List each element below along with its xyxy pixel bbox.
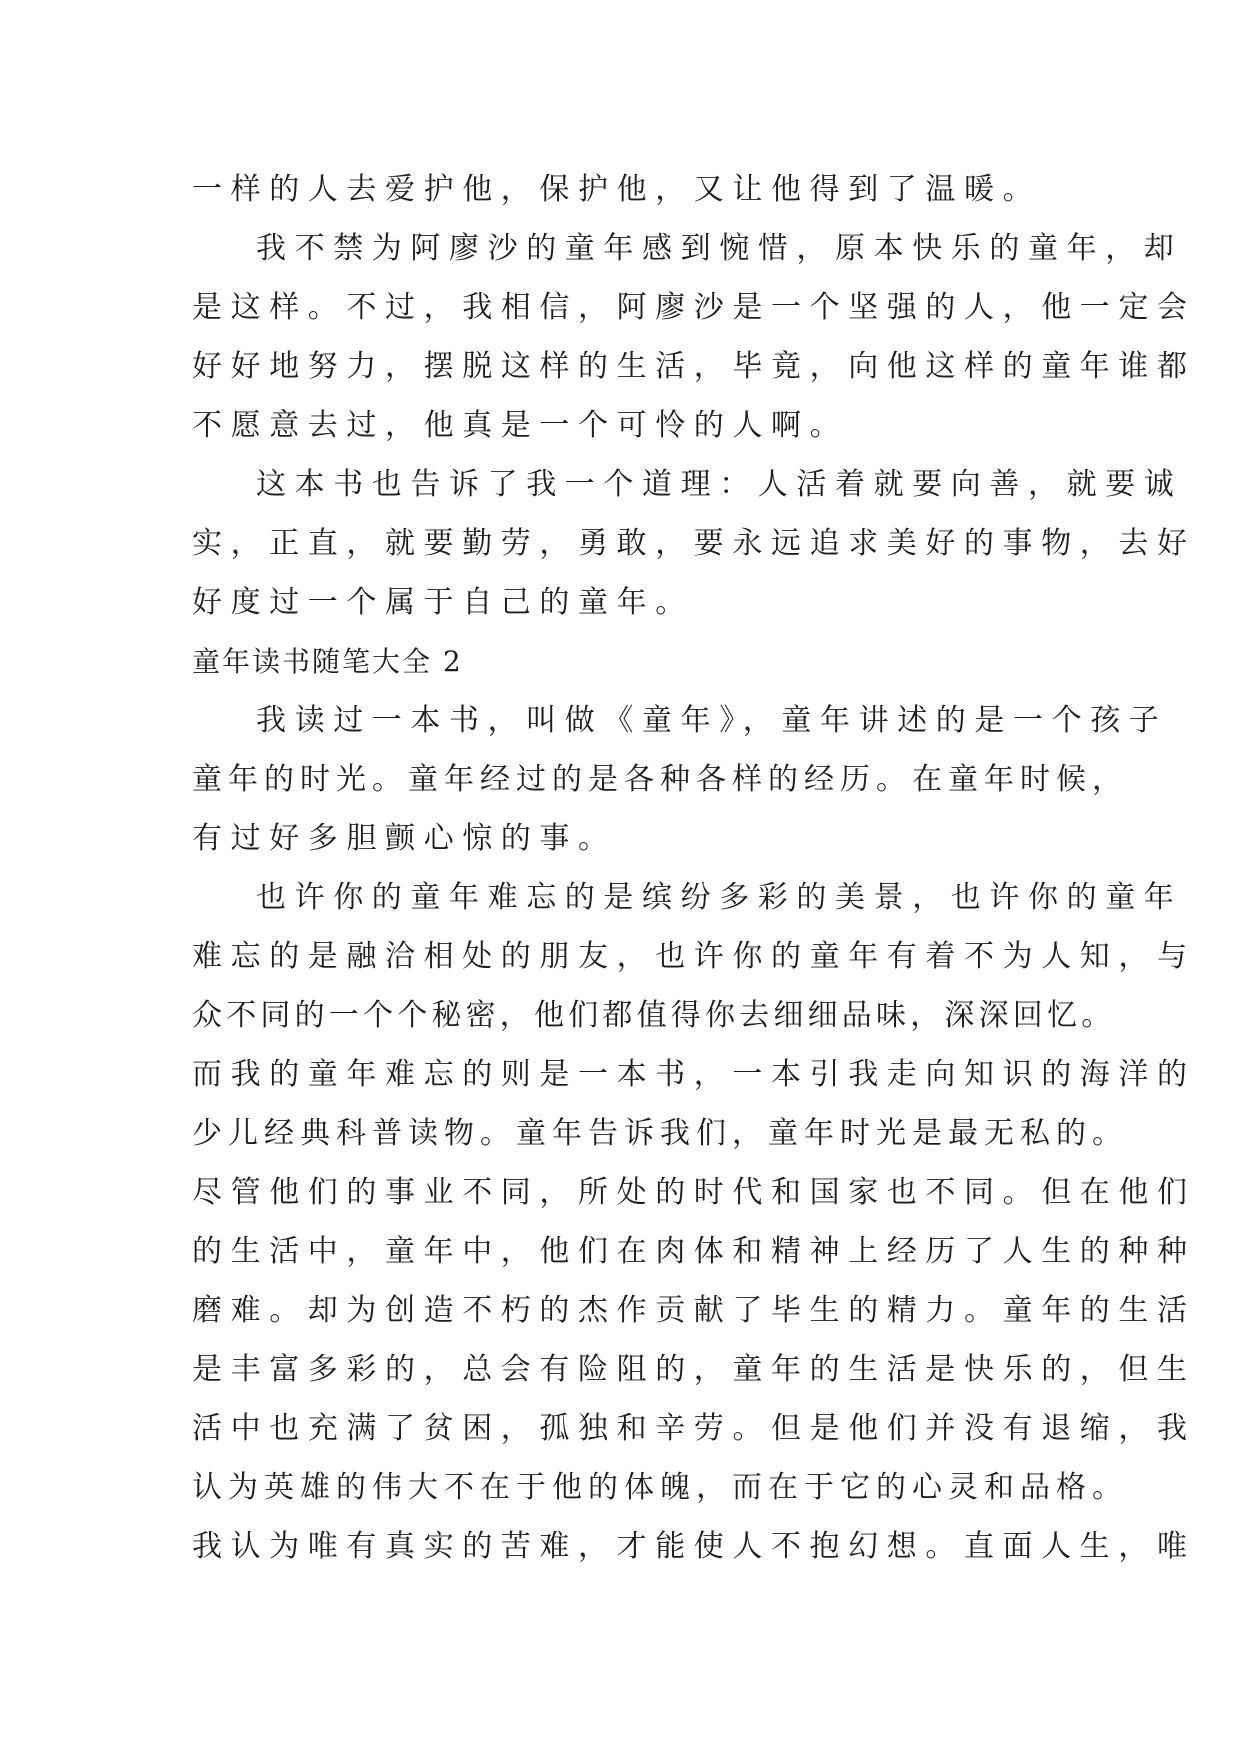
text-line: 认为英雄的伟大不在于他的体魄，而在于它的心灵和品格。 xyxy=(192,1470,1128,1505)
section-heading: 童年读书随笔大全 2 xyxy=(192,645,463,678)
paragraph-first-line: 我不禁为阿廖沙的童年感到惋惜，原本快乐的童年，却 xyxy=(256,231,1183,266)
text-line: 有过好多胆颤心惊的事。 xyxy=(192,821,617,856)
text-line: 我认为唯有真实的苦难，才能使人不抱幻想。直面人生，唯 xyxy=(192,1529,1196,1564)
text-line: 活中也充满了贫困，孤独和辛劳。但是他们并没有退缩，我 xyxy=(192,1411,1196,1446)
text-line: 是丰富多彩的，总会有险阻的，童年的生活是快乐的，但生 xyxy=(192,1352,1196,1387)
paragraph-first-line: 这本书也告诉了我一个道理：人活着就要向善，就要诚 xyxy=(256,467,1183,502)
text-line: 好好地努力，摆脱这样的生活，毕竟，向他这样的童年谁都 xyxy=(192,349,1196,384)
paragraph-first-line: 我读过一本书，叫做《童年》，童年讲述的是一个孩子 xyxy=(256,703,1168,738)
body-text xyxy=(192,160,1196,1576)
text-line: 众不同的一个个秘密，他们都值得你去细细品味，深深回忆。 xyxy=(192,998,1116,1033)
text-line: 好度过一个属于自己的童年。 xyxy=(192,585,694,620)
text-line: 少儿经典科普读物。童年告诉我们，童年时光是最无私的。 xyxy=(192,1116,1128,1151)
text-line: 而我的童年难忘的则是一本书，一本引我走向知识的海洋的 xyxy=(192,1057,1196,1092)
text-line: 难忘的是融洽相处的朋友，也许你的童年有着不为人知，与 xyxy=(192,939,1196,974)
text-line: 一样的人去爱护他，保护他，又让他得到了温暖。 xyxy=(192,172,1042,207)
text-line: 是这样。不过，我相信，阿廖沙是一个坚强的人，他一定会 xyxy=(192,290,1196,325)
text-line: 实，正直，就要勤劳，勇敢，要永远追求美好的事物，去好 xyxy=(192,526,1196,561)
text-line: 尽管他们的事业不同，所处的时代和国家也不同。但在他们 xyxy=(192,1175,1196,1210)
text-line: 磨难。却为创造不朽的杰作贡献了毕生的精力。童年的生活 xyxy=(192,1293,1196,1328)
paragraph-first-line: 也许你的童年难忘的是缤纷多彩的美景，也许你的童年 xyxy=(256,880,1183,915)
text-line: 的生活中，童年中，他们在肉体和精神上经历了人生的种种 xyxy=(192,1234,1196,1269)
text-line: 不愿意去过，他真是一个可怜的人啊。 xyxy=(192,408,849,443)
text-line: 童年的时光。童年经过的是各种各样的经历。在童年时候， xyxy=(192,762,1128,797)
